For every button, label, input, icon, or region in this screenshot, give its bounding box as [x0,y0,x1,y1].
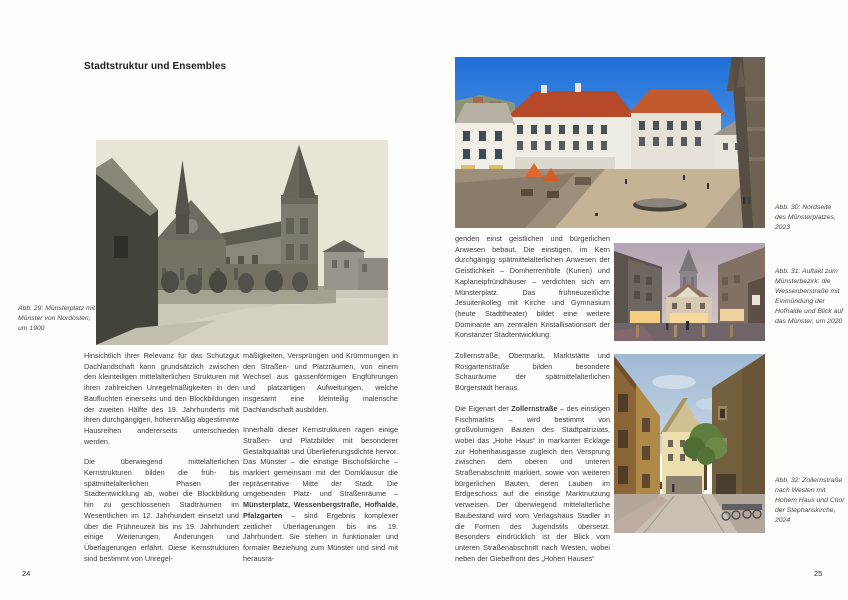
muensterplatz-illustration [455,57,765,228]
figure-29-caption: Abb. 29: Münsterplatz mit Münster von Nordosten, um 1900 [18,305,96,332]
figure-32-photo-zollernstrasse [614,354,765,533]
text-run: Innerhalb dieser Kernstrukturen ragen einige Straßen- und Platzbilder mit besonderer Gestaltqualität und Überlieferungsdichte hervor. Das Münster – die einstige Bischofskirche – markiert gemeinsam mit der Domklausur die repräsentative Mitte der Stadt. Die umgebenden Platz- und Straßenräume – [243,425,398,499]
figure-29-photo-muenster-1900 [96,140,388,345]
text-run: genden einst geistlichen und bürgerlichen Anwesen bebaut. Die einstigen, im Kern durchgängig spätmittelalterlichen Anwesen der Geistlichkeit – Domherrenhöfe (Kurien) und Kaplaneipfründhäuser – verdichten sich am Münsterplatz. Das frühneuzeitliche Jesuitenkolleg mit Kirche und Gymnasium (heute Stadttheater) bildet eine weitere Dominante am zentralen Kristallisationsort der Konstanzer Stadtentwicklung. [455,234,610,340]
figure-31-caption: Abb. 31: Auftakt zum Münsterbezirk: die Wessenberstraße mit Einmündung der Hofhalde und Blick auf das Münster, um 2020 [775,268,844,325]
text-run: Hinsichtlich ihrer Relevanz für das Schutzgut Dachlandschaft kann grundsätzlich zwischen den kleinteiligen mittelalterlichen Strukturen mit ihren zahlreichen Unregelmäßigkeiten in den Baufluchten einerseits und den Blockbildungen der zweiten Hälfte des 19. Jahrhunderts mit ihren durchgängigen, höhenmäßig abgestimmte Hausreihen andererseits unterschieden werden. [84,351,239,446]
paragraph [243,425,398,564]
paragraph [243,351,398,415]
bold-text-run: Zollernstraße [511,403,558,413]
right-page-column-1 [455,234,610,574]
left-page-column-1 [84,351,239,574]
wessenbergstrasse-illustration [614,243,765,341]
zollernstrasse-illustration [614,354,765,533]
figure-30-caption: Abb. 30: Nordseite des Münsterplatzes, 2023 [775,204,836,231]
paragraph [455,351,610,394]
page-number-left: 24 [22,569,31,578]
text-run: mäßigkeiten, Versprüngen und Krümmungen in den Straßen- und Platzräumen, von einem Wechsel aus gassenförmigen Engführungen und platzartigen Aufweitungen, welche insgesamt eine kleinteilig malerische Dachlandschaft ausbilden. [243,351,398,414]
muenster-bw-illustration [96,140,388,345]
figure-32-caption: Abb. 32: Zollernstraße nach Westen mit Hohem Haus und Chor der Stephanskirche, 2024 [775,477,845,524]
paragraph [84,457,239,564]
page-number-right: 25 [814,569,823,578]
left-page-column-2 [243,351,398,574]
text-run: Zollernstraße, Obermarkt, Marktstätte und Rosgartenstraße bilden besondere Schauräume der spätmittelalterlichen Bürgerstadt heraus. [455,351,610,393]
bold-text-run: Münsterplatz, Wessenbergstraße, Hofhalde, Pfalzgarten [243,500,398,520]
paragraph [84,351,239,447]
paragraph [455,404,610,565]
text-run: Die Eigenart der [455,403,512,413]
figure-30-photo-muensterplatz-2023 [455,57,765,228]
text-run: – sind Ergebnis komplexer zeitlicher Überlagerungen bis ins 19. Jahrhundert. Sie stehen in funktionaler und formaler Beziehung zum Münster und sind mit herausra- [243,510,398,563]
paragraph [455,234,610,341]
text-run: – des einstigen Fischmarkts – wird bestimmt von großvolumigen Bauten des Stadtpatriziats, wobei das „Hohe Haus“ in markanter Ecklage zur Hohenhausgasse zugleich den Versprung zwischen dem oberen und unteren Straßenabschnitt markiert, sowie von weiteren bürgerlichen Bauten, deren Lauben im Erdgeschoss auf die einstige Marktnutzung verweisen. Der überwiegend mittelalterliche Baubestand wird vom Verlagshaus Stadler in die Formen des Jugendstils übersetzt. Besonders eindrücklich ist der Blick vom unteren Straßenabschnitt nach Westen, wobei neben der Giebelfront des „Hohen Hauses“ [455,403,610,563]
figure-31-photo-wessenbergstrasse [614,243,765,341]
text-run: Die überwiegend mittelalterlichen Kernstrukturen bilden die früh- bis spätmittelalterlichen Phasen der Stadtentwicklung ab, wobei die Blockbildung hin zu geschlossenen Stadträumen im Wesentlichen im 12. Jahrhundert einsetzt und über die Frühneuzeit bis ins 19. Jahrhundert einige Weiterungen, Änderungen und Überlagerungen erfährt. Diese Kernstrukturen sind bestimmt von Unregel- [84,457,239,563]
page-title: Stadtstruktur und Ensembles [84,61,227,72]
